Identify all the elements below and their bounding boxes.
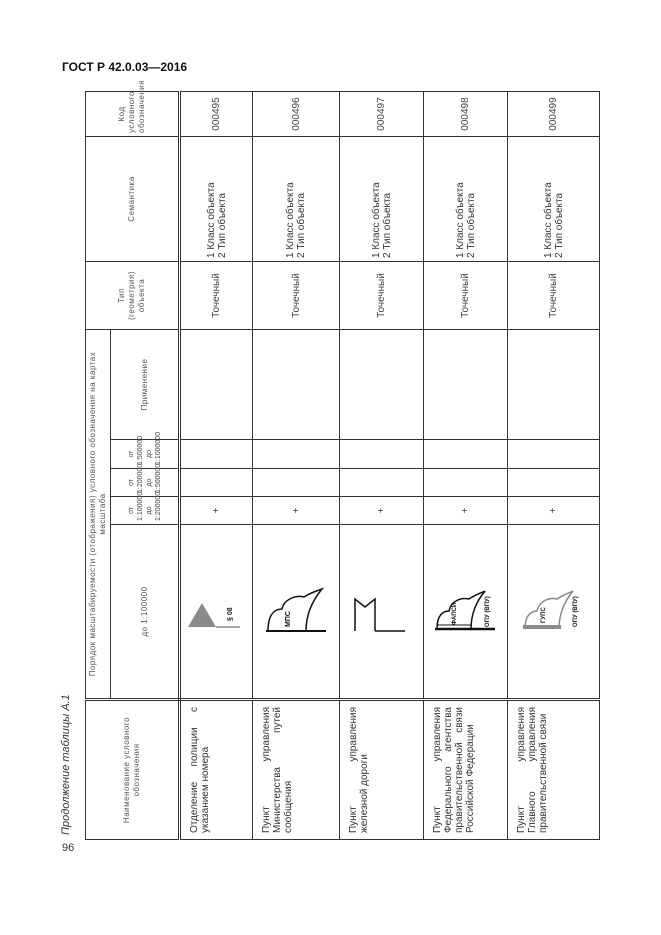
semantics-line-1: 1 Класс объекта (285, 182, 296, 258)
scale-cell-empty (180, 440, 253, 469)
scale-cell-empty (340, 469, 424, 497)
semantics-line-2: 2 Тип объекта (296, 192, 307, 258)
header-type: Тип (геометрия) объекта (86, 262, 180, 330)
scale-cell-empty (508, 469, 600, 497)
map-symbol-icon (180, 586, 250, 638)
symbol-name: Пункт управления железной дороги (340, 700, 424, 840)
symbol-code: 000495 (180, 92, 253, 137)
symbol-image-cell (253, 525, 340, 700)
symbol-code: 000498 (424, 92, 508, 137)
scale-cell-empty (253, 469, 340, 497)
table-row (253, 92, 340, 840)
scale-cell-empty (424, 469, 508, 497)
semantics-cell (424, 137, 508, 262)
semantics-line-1: 1 Класс объекта (370, 182, 382, 258)
symbol-image-cell (424, 525, 508, 700)
header-scale-3: от 1:200000 до 1:500000 (111, 469, 180, 497)
header-name: Наименование условного обозначения (86, 700, 180, 840)
object-type: Точечный (424, 262, 508, 330)
scale-cell-empty (253, 440, 340, 469)
semantics-cell (253, 137, 340, 262)
symbol-label: ГУПС (541, 607, 547, 624)
scale-cell-empty (508, 440, 600, 469)
semantics-line-2: 2 Тип объекта (216, 192, 228, 258)
scale-mark: + (253, 497, 340, 525)
symbol-label: § 08 (227, 607, 234, 622)
table-row (508, 92, 600, 840)
semantics-cell (508, 137, 600, 262)
scale-mark: + (340, 497, 424, 525)
map-symbol-icon (429, 586, 499, 638)
symbol-label: ФАПСИ (452, 603, 458, 626)
table-caption: Продолжение таблицы А.1 (60, 694, 72, 835)
table-row (180, 92, 253, 840)
symbol-code: 000499 (508, 92, 600, 137)
usage-cell (340, 330, 424, 440)
usage-cell (253, 330, 340, 440)
table-row (340, 92, 424, 840)
usage-cell (424, 330, 508, 440)
symbol-name: Пункт управления Главного управления правительственной связи (508, 700, 600, 840)
scale-mark: + (508, 497, 600, 525)
semantics-line-2: 2 Тип объекта (553, 192, 565, 258)
object-type: Точечный (508, 262, 600, 330)
table-row (424, 92, 508, 840)
scale-cell-empty (424, 440, 508, 469)
semantics-cell (180, 137, 253, 262)
symbol-code: 000497 (340, 92, 424, 137)
page-number: 96 (62, 842, 75, 854)
header-scale-4: от 1:500000 до 1:1000000 (111, 440, 180, 469)
symbol-label: МПС (284, 611, 292, 628)
symbol-image-cell (340, 525, 424, 700)
header-code: Код условного обозначения (86, 92, 180, 137)
semantics-line-2: 2 Тип объекта (465, 192, 477, 258)
header-usage: Применение (111, 330, 180, 440)
symbol-name: Пункт управления Министерства путей сообщения (253, 700, 340, 840)
usage-cell (508, 330, 600, 440)
object-type: Точечный (180, 262, 253, 330)
semantics-line-1: 1 Класс объекта (205, 182, 217, 258)
semantics-line-2: 2 Тип объекта (381, 192, 393, 258)
object-type: Точечный (253, 262, 340, 330)
scale-cell-empty (180, 469, 253, 497)
symbol-code: 000496 (253, 92, 340, 137)
map-symbol-icon (260, 586, 330, 638)
header-scale-2: от 1:100000 до 1:200000 (111, 497, 180, 525)
scale-cell-empty (340, 440, 424, 469)
symbol-label-2: ОПУ (ВПУ) (485, 596, 491, 628)
semantics-cell (340, 137, 424, 262)
header-semantics: Семантика (86, 137, 180, 262)
scale-mark: + (180, 497, 253, 525)
header-scale-1: до 1:100000 (111, 525, 180, 700)
scale-mark: + (424, 497, 508, 525)
usage-cell (180, 330, 253, 440)
map-symbol-icon (345, 586, 415, 638)
rotated-table-container (85, 79, 597, 840)
map-symbol-icon (517, 586, 587, 638)
semantics-line-1: 1 Класс объекта (542, 182, 554, 258)
symbol-name: Пункт управления Федерального агентства правительственной связи Российской Федерации (424, 700, 508, 840)
semantics-line-1: 1 Класс объекта (454, 182, 466, 258)
symbols-table (85, 79, 600, 840)
symbol-image-cell (180, 525, 253, 700)
object-type: Точечный (340, 262, 424, 330)
document-title: ГОСТ Р 42.0.03—2016 (62, 60, 188, 74)
symbol-label-2: ОПУ (ВПУ) (573, 596, 579, 628)
symbol-name: Отделение полиции с указанием номера (180, 700, 253, 840)
symbol-image-cell (508, 525, 600, 700)
header-scale-group: Порядок масштабируемости (отображения) условного обозначения на картах масштаба (86, 330, 111, 700)
